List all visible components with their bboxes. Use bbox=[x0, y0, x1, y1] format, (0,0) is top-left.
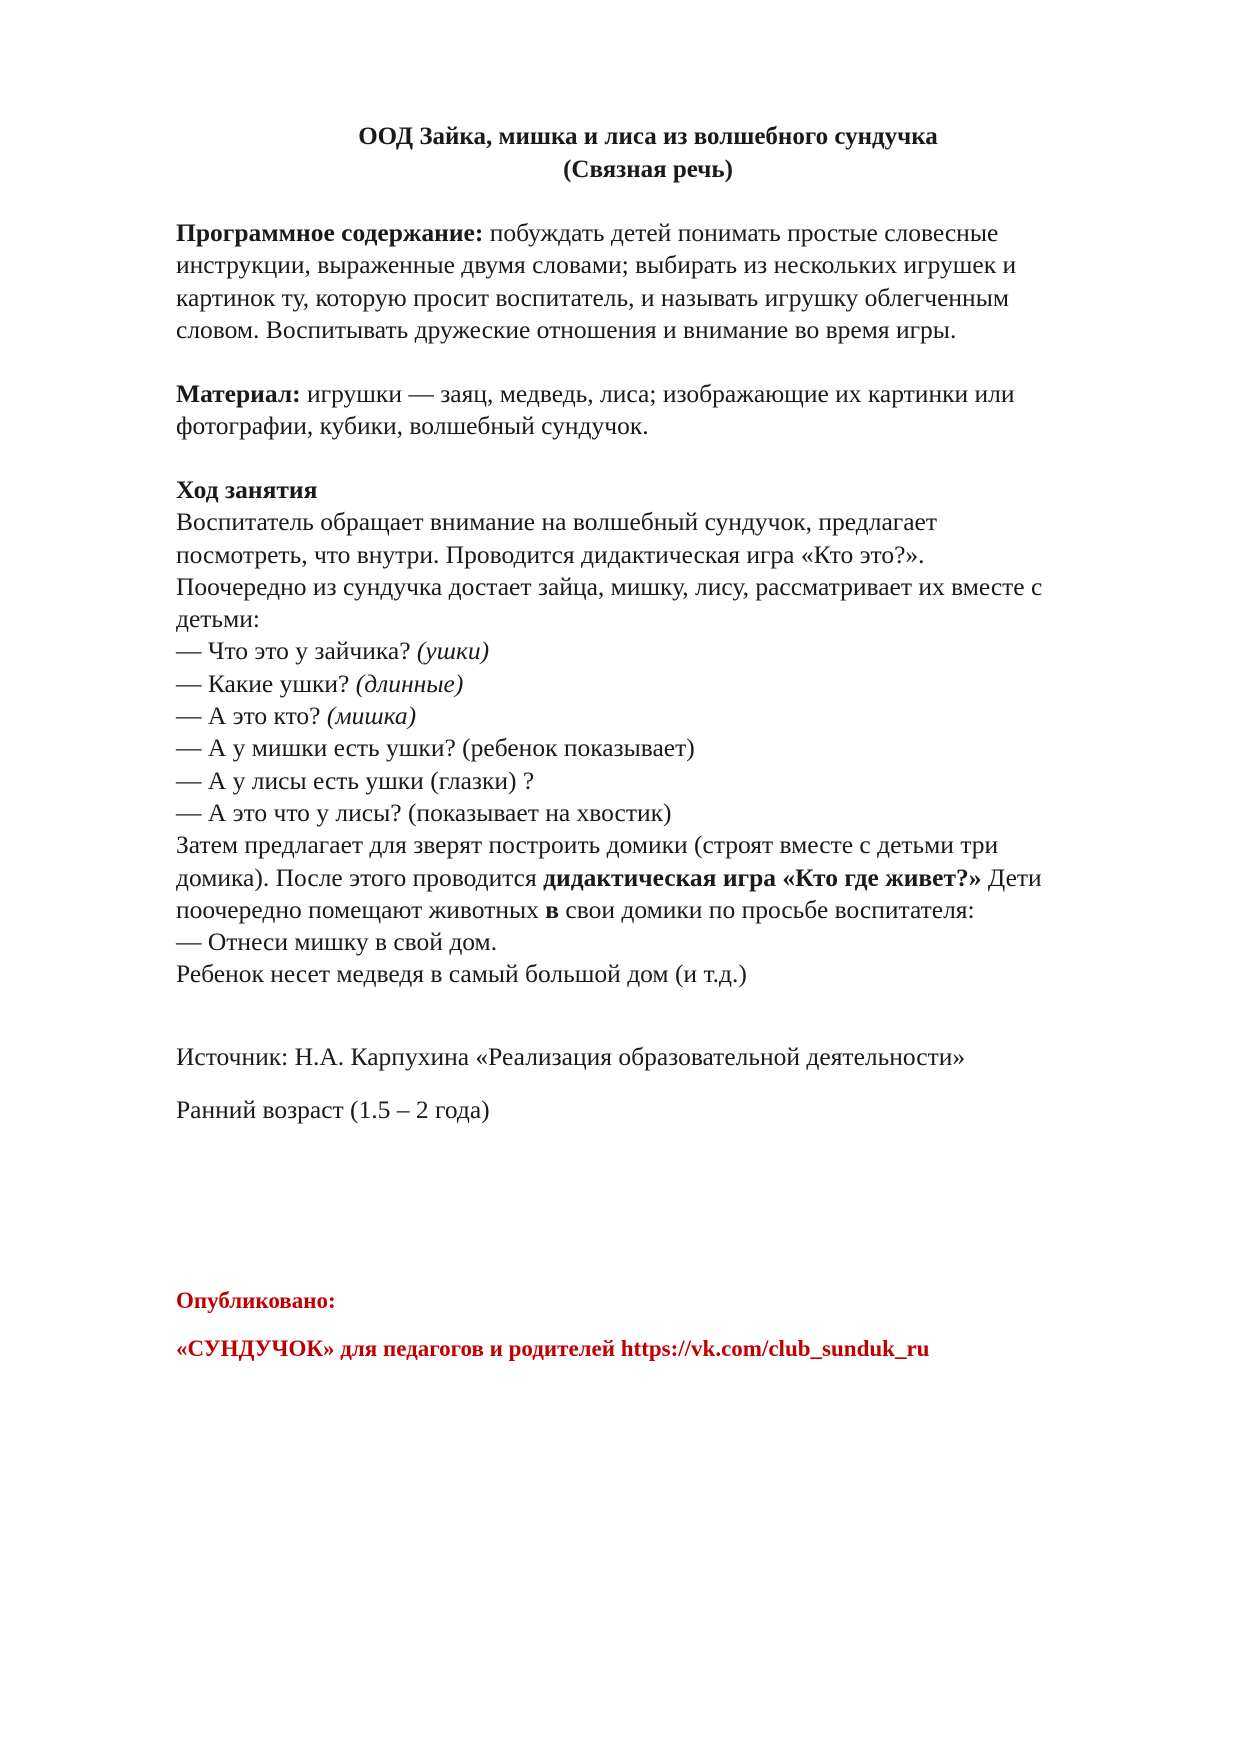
dialogue-line: — А это что у лисы? (показывает на хвостик) bbox=[176, 797, 672, 827]
document-subtitle: (Связная речь) bbox=[563, 156, 733, 183]
course-intro-line: детьми: bbox=[176, 604, 260, 634]
material-section bbox=[176, 378, 1156, 443]
course-text-line: Затем предлагает для зверят построить домики (строят вместе с детьми три bbox=[176, 830, 999, 860]
program-text-line: картинок ту, которую просит воспитатель, и называть игрушку облегченным bbox=[176, 282, 1009, 312]
dialogue-line: — А у мишки есть ушки? (ребенок показывает) bbox=[176, 733, 695, 763]
program-content-section bbox=[176, 217, 1156, 346]
dialogue-line: — А это кто? (мишка) bbox=[176, 701, 417, 731]
course-text-line: — Отнеси мишку в свой дом. bbox=[176, 927, 498, 957]
dialogue-line: — А у лисы есть ушки (глазки) ? bbox=[176, 765, 535, 795]
material-text-line: игрушки — заяц, медведь, лиса; изображающие их картинки или bbox=[300, 379, 1015, 408]
course-intro-line: Поочередно из сундучка достает зайца, мишку, лису, рассматривает их вместе с bbox=[176, 571, 1043, 601]
course-intro-line: Воспитатель обращает внимание на волшебный сундучок, предлагает bbox=[176, 507, 938, 537]
course-heading: Ход занятия bbox=[176, 475, 318, 504]
course-intro-line: посмотреть, что внутри. Проводится дидактическая игра «Кто это?». bbox=[176, 539, 925, 569]
material-text-line: фотографии, кубики, волшебный сундучок. bbox=[176, 411, 649, 441]
program-label: Программное содержание: bbox=[176, 218, 484, 247]
dialogue-answer: (длинные) bbox=[355, 668, 464, 698]
dialogue-line: — Что это у зайчика? (ушки) bbox=[176, 636, 490, 666]
course-text-line: поочередно помещают животных в свои домики по просьбе воспитателя: bbox=[176, 894, 975, 924]
published-link[interactable]: «СУНДУЧОК» для педагогов и родителей https://vk.com/club_sunduk_ru bbox=[176, 1336, 930, 1361]
course-text-line: Ребенок несет медведя в самый большой дом (и т.д.) bbox=[176, 959, 747, 989]
program-text-line: словом. Воспитывать дружеские отношения и внимание во время игры. bbox=[176, 314, 957, 344]
source-line: Источник: Н.А. Карпухина «Реализация образовательной деятельности» bbox=[176, 1042, 966, 1071]
dialogue-answer: (мишка) bbox=[326, 701, 417, 731]
published-label: Опубликовано: bbox=[176, 1288, 336, 1313]
age-line: Ранний возраст (1.5 – 2 года) bbox=[176, 1095, 490, 1124]
dialogue-line: — Какие ушки? (длинные) bbox=[176, 668, 464, 698]
program-text-line: побуждать детей понимать простые словесные bbox=[483, 218, 999, 247]
material-label: Материал: bbox=[176, 379, 301, 408]
document-title: ООД Зайка, мишка и лиса из волшебного сундучка bbox=[358, 123, 938, 150]
course-text-line: домика). После этого проводится дидактическая игра «Кто где живет?» Дети bbox=[176, 862, 1042, 892]
game-name: дидактическая игра «Кто где живет?» bbox=[543, 862, 982, 892]
dialogue-answer: (ушки) bbox=[416, 636, 490, 666]
program-text-line: инструкции, выраженные двумя словами; выбирать из нескольких игрушек и bbox=[176, 250, 1017, 280]
lesson-course-section bbox=[176, 474, 1156, 991]
